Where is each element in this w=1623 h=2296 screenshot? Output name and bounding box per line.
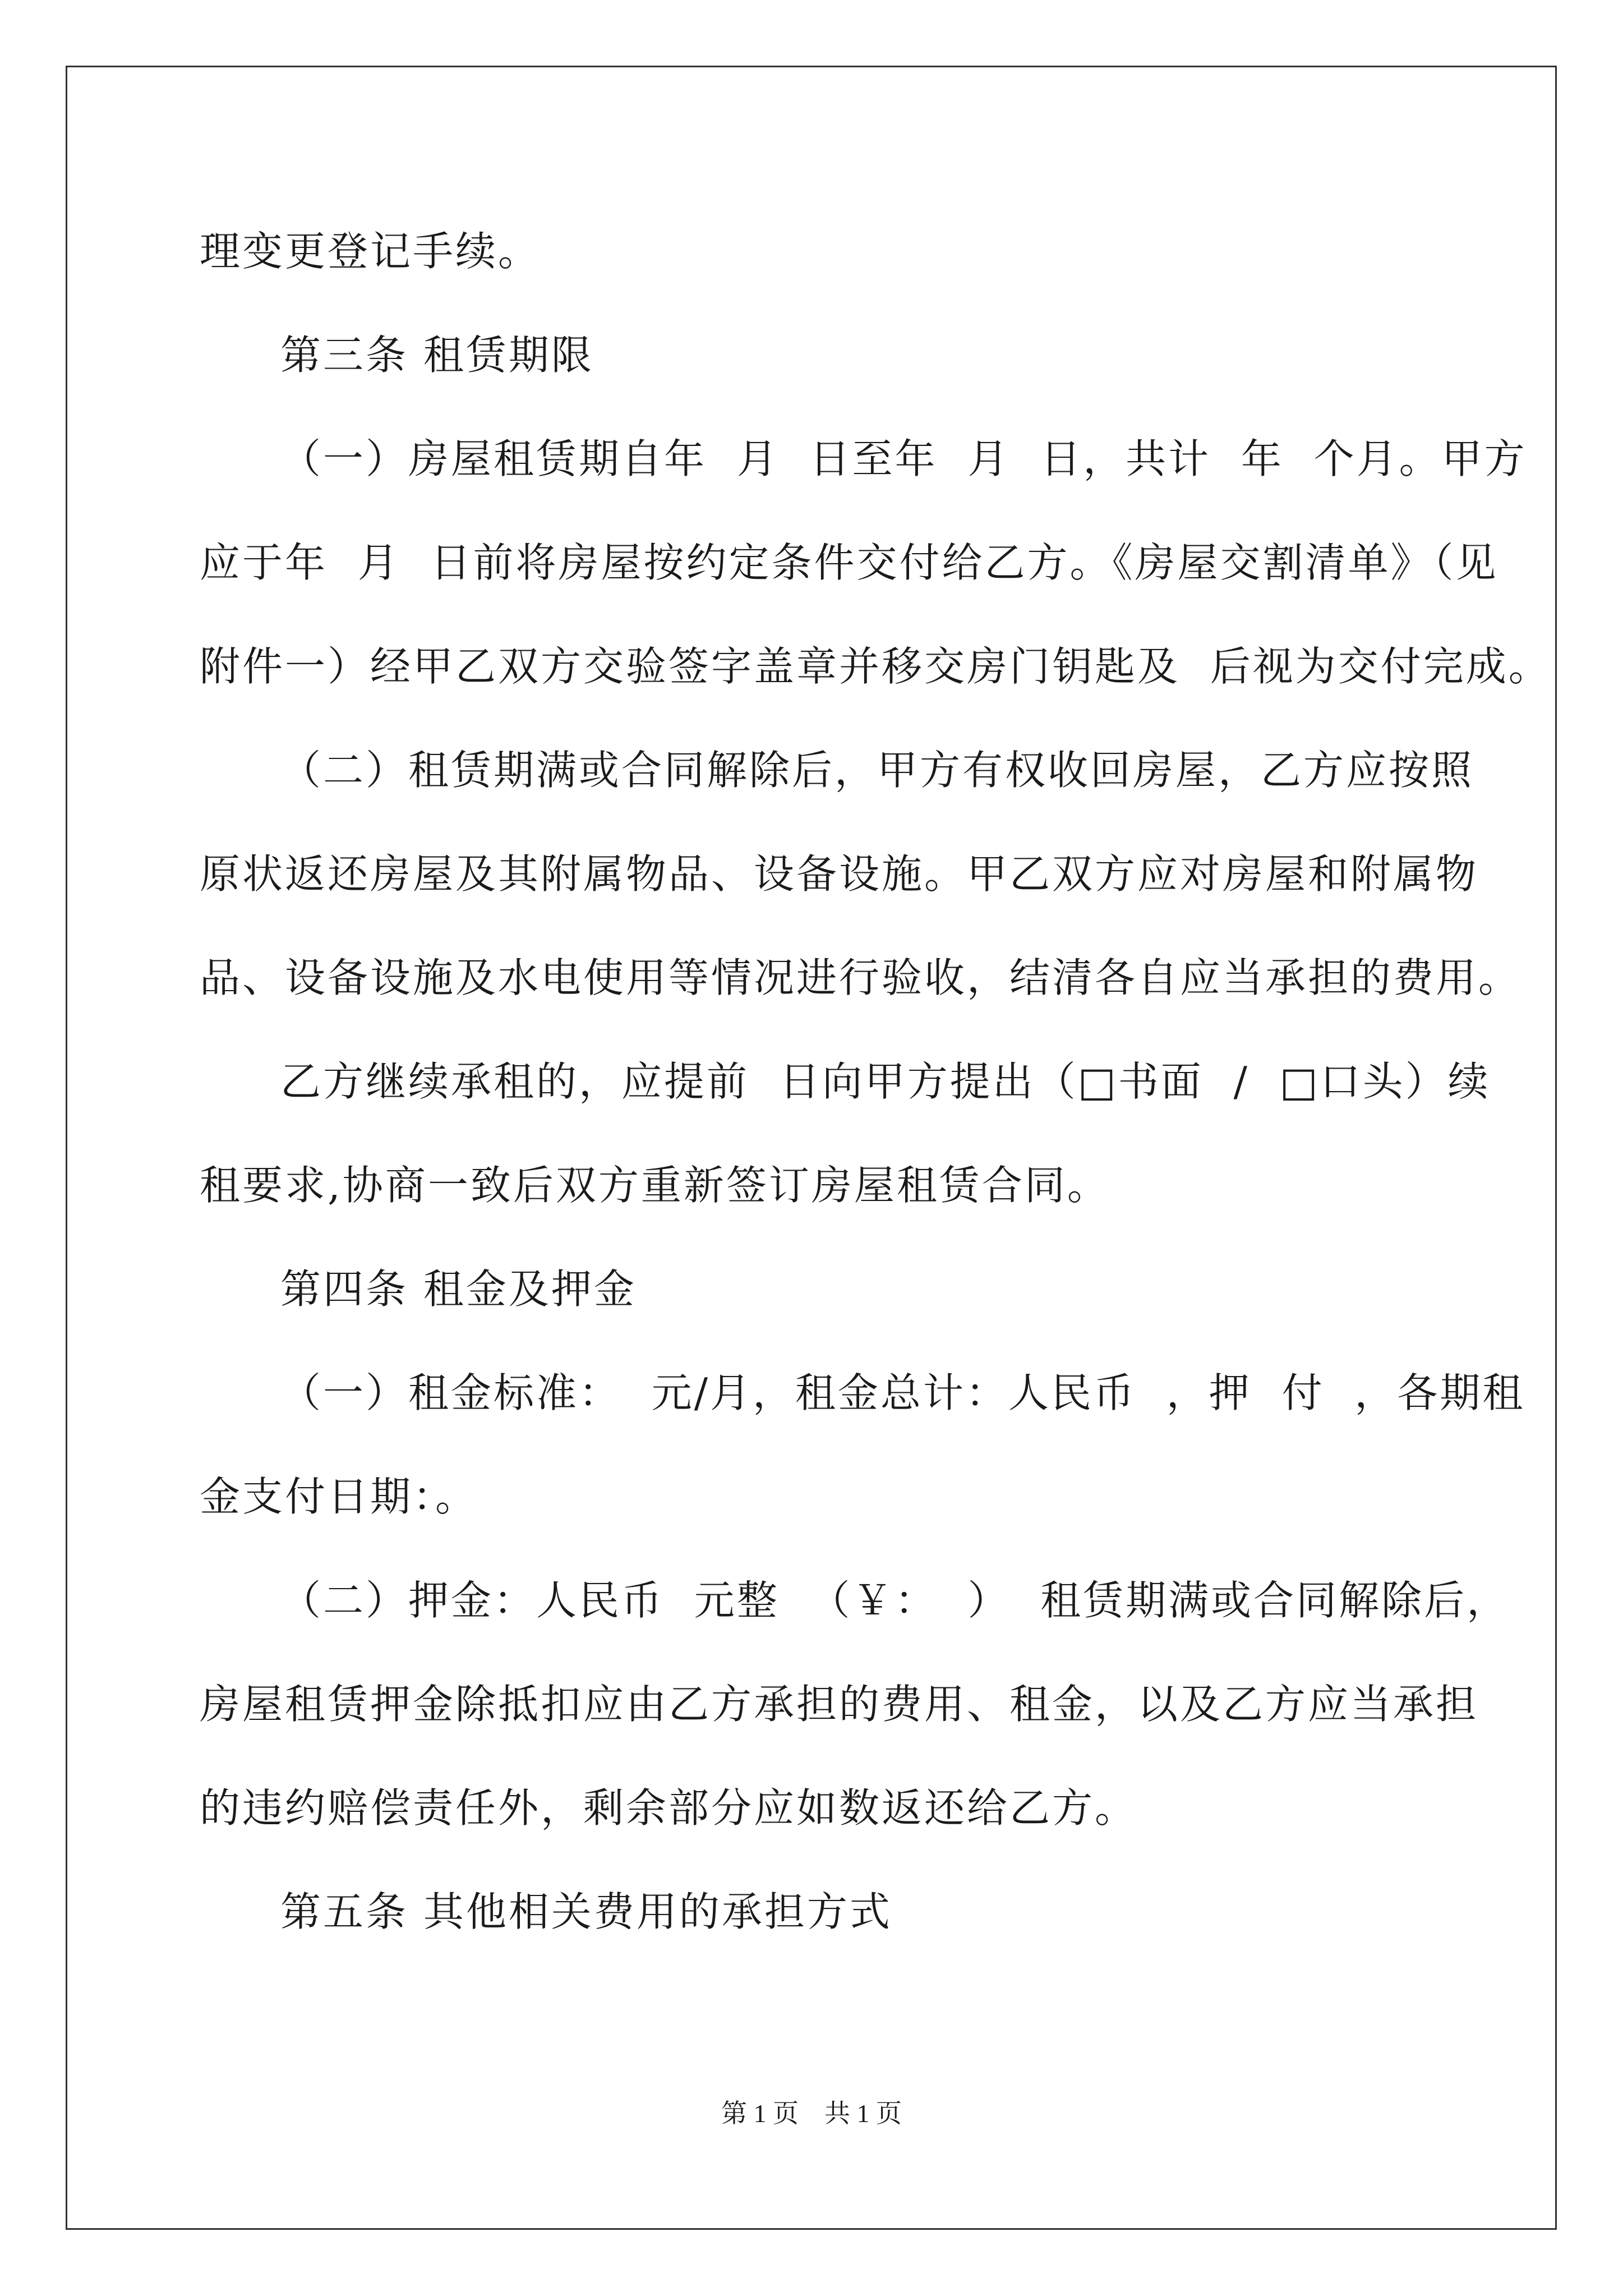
paragraph-line: 品、设备设施及水电使用等情况进行验收，结清各自应当承担的费用。	[200, 954, 1521, 1001]
paragraph-line: （一）房屋租赁期自年 月 日至年 月 日，共计 年 个月。甲方	[280, 435, 1527, 482]
paragraph-line: 原状返还房屋及其附属物品、设备设施。甲乙双方应对房屋和附属物	[200, 850, 1479, 898]
paragraph-line: （一）租金标准： 元/月，租金总计：人民币 ，押 付 ，各期租	[280, 1369, 1525, 1416]
paragraph-line: 乙方继续承租的，应提前 日向甲方提出（□书面 / □口头）续	[280, 1058, 1491, 1105]
section-heading: 第五条 其他相关费用的承担方式	[280, 1888, 892, 1935]
page-footer: 第 1 页 共 1 页	[721, 2099, 902, 2128]
paragraph-line: （二）租赁期满或合同解除后，甲方有权收回房屋，乙方应按照	[280, 747, 1474, 794]
section-heading: 第三条 租赁期限	[280, 332, 594, 379]
paragraph-line: 应于年 月 日前将房屋按约定条件交付给乙方。《房屋交割清单》（见	[200, 539, 1498, 586]
paragraph-line: 理变更登记手续。	[200, 228, 541, 275]
paragraph-line: 金支付日期：。	[200, 1473, 478, 1520]
paragraph-line: （二）押金：人民币 元整 （￥： ） 租赁期满或合同解除后，	[280, 1577, 1510, 1624]
paragraph-line: 的违约赔偿责任外，剩余部分应如数返还给乙方。	[200, 1784, 1138, 1832]
paragraph-line: 租要求,协商一致后双方重新签订房屋租赁合同。	[200, 1162, 1110, 1209]
paragraph-line: 房屋租赁押金除抵扣应由乙方承担的费用、租金，以及乙方应当承担	[200, 1681, 1479, 1728]
section-heading: 第四条 租金及押金	[280, 1266, 637, 1313]
paragraph-line: 附件一）经甲乙双方交验签字盖章并移交房门钥匙及 后视为交付完成。	[200, 643, 1551, 690]
